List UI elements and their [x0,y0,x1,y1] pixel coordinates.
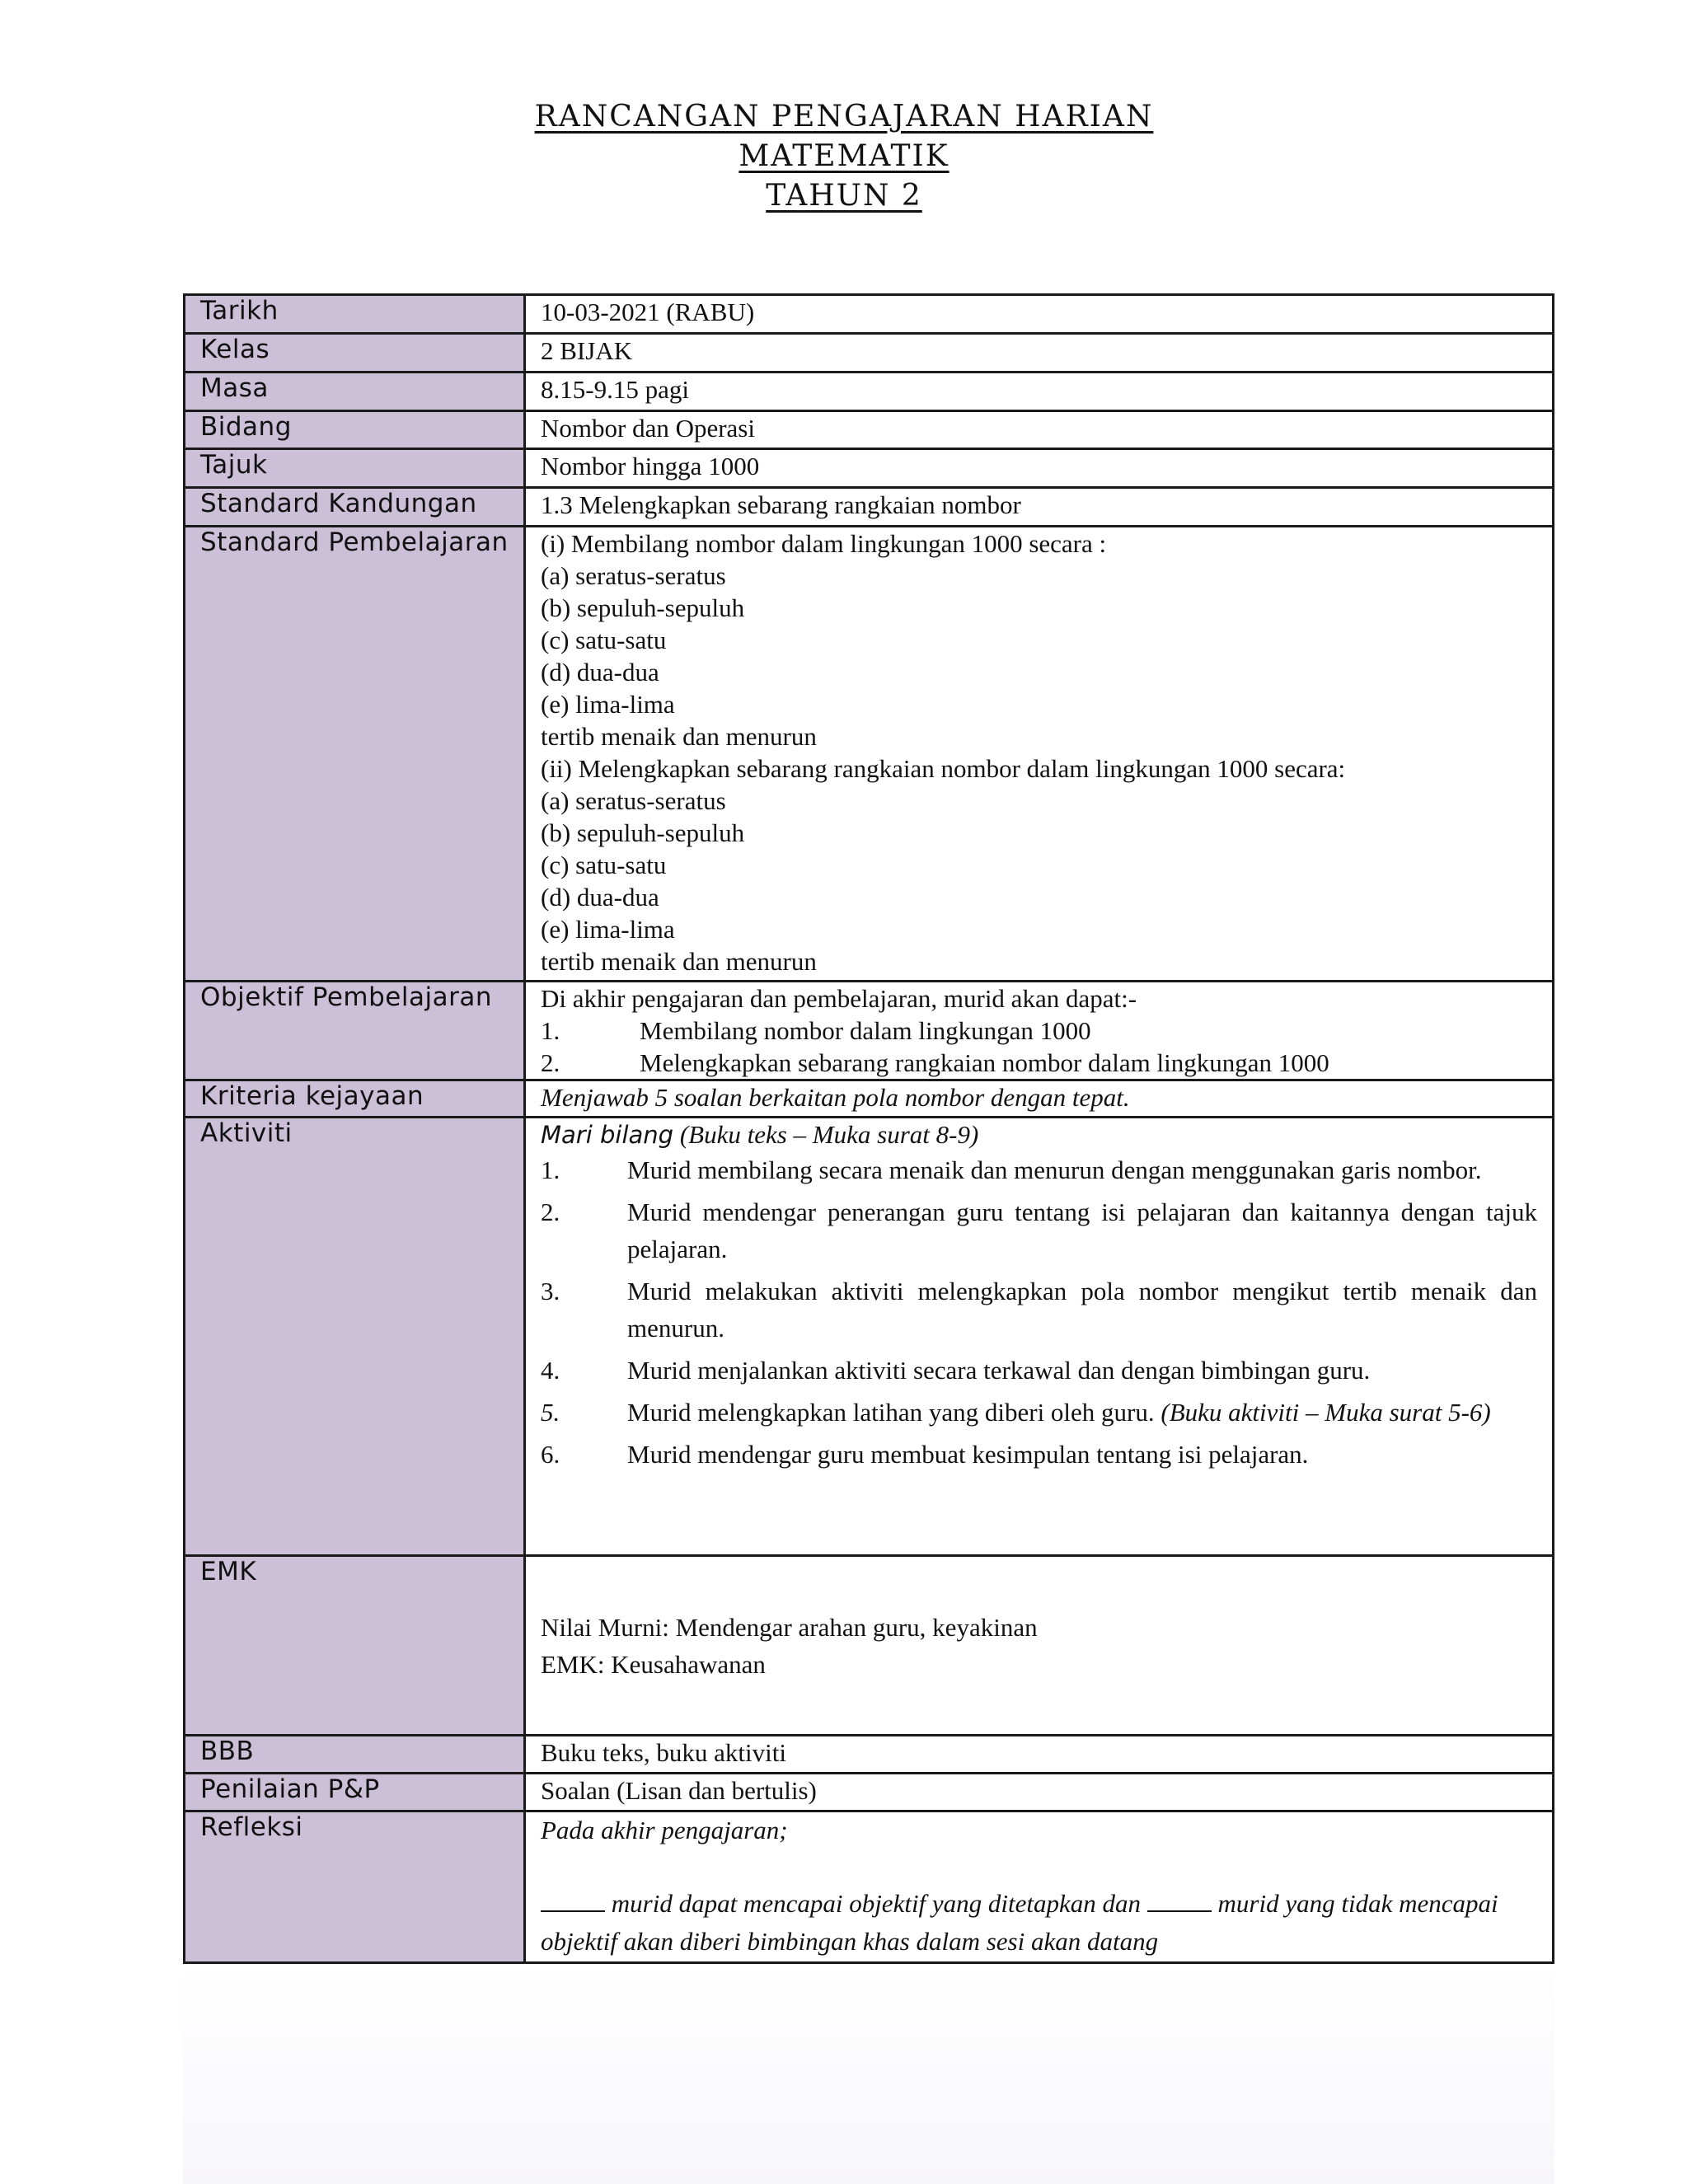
value-standard-pembelajaran [525,527,1554,982]
value-masa: 8.15-9.15 pagi [525,373,1554,411]
sp-line: (a) seratus-seratus [541,786,726,815]
label-bbb: BBB [185,1736,525,1774]
value-bbb: Buku teks, buku aktiviti [525,1736,1554,1774]
value-standard-kandungan: 1.3 Melengkapkan sebarang rangkaian nombor [525,488,1554,527]
aktiviti-number: 6. [541,1440,560,1469]
aktiviti-item [541,1352,1537,1389]
aktiviti-heading-ref: (Buku teks – Muka surat 8-9) [679,1120,979,1149]
row-bidang [185,411,1554,449]
aktiviti-text: Murid melakukan aktiviti melengkapkan pola nombor mengikut tertib menaik dan menurun. [627,1277,1537,1343]
lesson-plan-table [183,293,1554,1964]
label-tarikh: Tarikh [185,295,525,334]
sp-line: (b) sepuluh-sepuluh [541,593,745,622]
aktiviti-heading-bold: Mari bilang [541,1121,674,1149]
refleksi-blank-2[interactable] [1147,1889,1212,1912]
label-emk: EMK [185,1556,525,1736]
sp-line: (c) satu-satu [541,626,667,654]
aktiviti-text-ref: (Buku aktiviti – Muka surat 5-6) [1160,1398,1491,1427]
sp-line: tertib menaik dan menurun [541,722,817,751]
label-tajuk: Tajuk [185,449,525,488]
row-tajuk [185,449,1554,488]
document-title: RANCANGAN PENGAJARAN HARIAN [534,100,1154,134]
row-standard-pembelajaran [185,527,1554,982]
aktiviti-text-main: Murid melengkapkan latihan yang diberi oleh guru. [627,1398,1155,1427]
sp-line: (b) sepuluh-sepuluh [541,818,745,847]
aktiviti-text [627,1394,1537,1431]
sp-line: (a) seratus-seratus [541,561,726,590]
sp-line: tertib menaik dan menurun [541,947,817,976]
aktiviti-text: Murid membilang secara menaik dan menurun dengan menggunakan garis nombor. [627,1155,1482,1184]
aktiviti-number: 4. [541,1356,560,1385]
aktiviti-item [541,1193,1537,1268]
row-masa [185,373,1554,411]
emk-keusahawanan: EMK: Keusahawanan [541,1649,766,1679]
label-refleksi: Refleksi [185,1811,525,1963]
aktiviti-number: 3. [541,1277,560,1305]
row-emk [185,1556,1554,1736]
objektif-intro: Di akhir pengajaran dan pembelajaran, murid akan dapat:- [541,984,1137,1013]
aktiviti-number: 2. [541,1197,560,1226]
refleksi-text-1: murid dapat mencapai objektif yang ditetapkan dan [611,1889,1142,1918]
value-tarikh: 10-03-2021 (RABU) [525,295,1554,334]
row-standard-kandungan [185,488,1554,527]
aktiviti-item [541,1394,1537,1431]
label-standard-pembelajaran: Standard Pembelajaran [185,527,525,982]
value-tajuk: Nombor hingga 1000 [525,449,1554,488]
aktiviti-item [541,1151,1537,1188]
aktiviti-item [541,1272,1537,1347]
sp-line: (e) lima-lima [541,690,675,719]
document-header [0,97,1688,216]
page-bottom-shade [183,1966,1554,2184]
aktiviti-number: 1. [541,1155,560,1184]
refleksi-statement [541,1885,1537,1961]
value-penilaian: Soalan (Lisan dan bertulis) [525,1774,1554,1811]
label-penilaian: Penilaian P&P [185,1774,525,1811]
sp-line: (e) lima-lima [541,915,675,944]
label-bidang: Bidang [185,411,525,449]
label-kriteria-kejayaan: Kriteria kejayaan [185,1080,525,1118]
objektif-number: 1. [541,1016,560,1045]
sp-line: (d) dua-dua [541,658,659,687]
label-objektif-pembelajaran: Objektif Pembelajaran [185,982,525,1080]
sp-line: (i) Membilang nombor dalam lingkungan 1000 secara : [541,529,1107,558]
value-refleksi [525,1811,1554,1963]
aktiviti-text: Murid menjalankan aktiviti secara terkawal dan dengan bimbingan guru. [627,1356,1371,1385]
row-tarikh [185,295,1554,334]
sp-line: (c) satu-satu [541,851,667,879]
row-kriteria-kejayaan [185,1080,1554,1118]
label-masa: Masa [185,373,525,411]
row-kelas [185,334,1554,373]
value-kriteria-kejayaan: Menjawab 5 soalan berkaitan pola nombor dengan tepat. [525,1080,1554,1118]
aktiviti-item [541,1436,1537,1473]
objektif-number: 2. [541,1048,560,1077]
label-kelas: Kelas [185,334,525,373]
label-aktiviti: Aktiviti [185,1118,525,1556]
objektif-item [541,1047,1537,1079]
row-refleksi [185,1811,1554,1963]
aktiviti-heading [541,1118,1537,1151]
document-subject: MATEMATIK [738,139,950,173]
aktiviti-number: 5. [541,1398,560,1427]
objektif-item [541,1015,1537,1047]
refleksi-intro: Pada akhir pengajaran; [541,1816,788,1844]
aktiviti-text: Murid mendengar guru membuat kesimpulan tentang isi pelajaran. [627,1440,1309,1469]
row-bbb [185,1736,1554,1774]
document-year: TAHUN 2 [766,179,922,213]
sp-line: (d) dua-dua [541,883,659,912]
aktiviti-text: Murid mendengar penerangan guru tentang isi pelajaran dan kaitannya dengan tajuk pelajaran. [627,1197,1537,1263]
refleksi-blank-1[interactable] [541,1889,605,1912]
row-objektif-pembelajaran [185,982,1554,1080]
objektif-text: Melengkapkan sebarang rangkaian nombor dalam lingkungan 1000 [640,1048,1329,1077]
label-standard-kandungan: Standard Kandungan [185,488,525,527]
value-bidang: Nombor dan Operasi [525,411,1554,449]
emk-nilai-murni: Nilai Murni: Mendengar arahan guru, keyakinan [541,1612,1038,1642]
value-aktiviti [525,1118,1554,1556]
value-emk [525,1556,1554,1736]
refleksi-text-2: murid yang tidak mencapai objektif akan diberi bimbingan khas dalam sesi akan datang [541,1889,1498,1956]
value-kelas: 2 BIJAK [525,334,1554,373]
row-penilaian [185,1774,1554,1811]
sp-line: (ii) Melengkapkan sebarang rangkaian nombor dalam lingkungan 1000 secara: [541,754,1346,783]
value-objektif-pembelajaran [525,982,1554,1080]
row-aktiviti [185,1118,1554,1556]
objektif-text: Membilang nombor dalam lingkungan 1000 [640,1016,1091,1045]
